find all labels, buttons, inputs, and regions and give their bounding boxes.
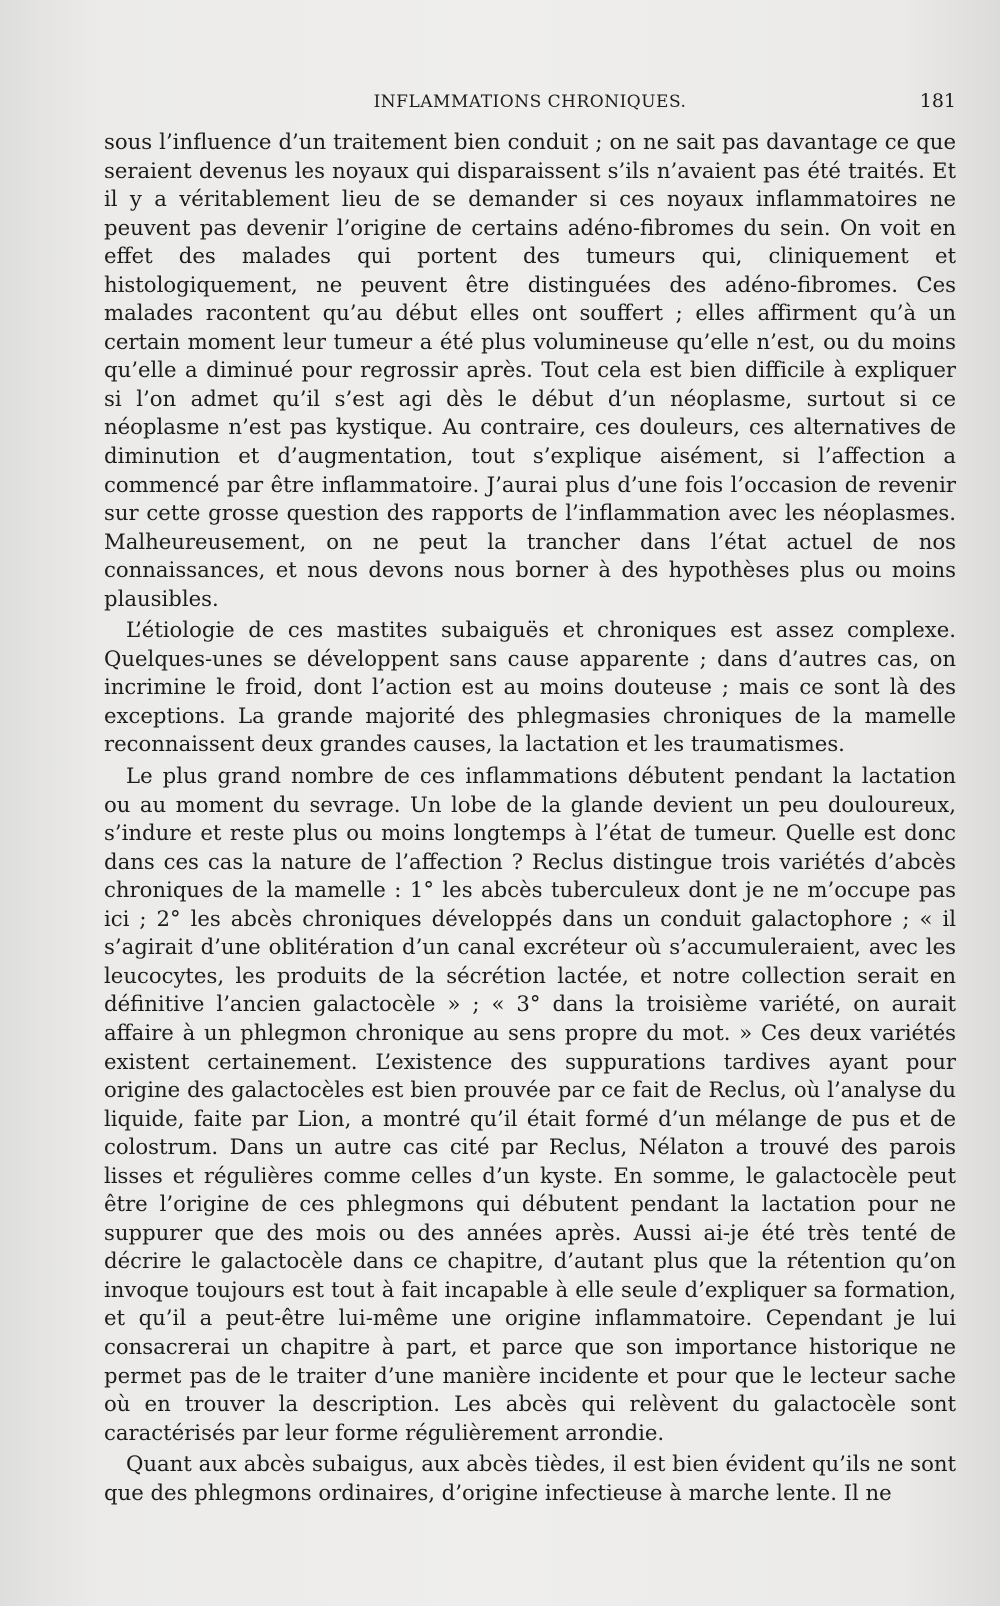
paragraph-lactation: Le plus grand nombre de ces inflammations débutent pendant la lactation ou au moment du sevrage. Un lobe de la glande devient un peu douloureux, s’indure et reste plus ou moins longtemps à l’état de tumeur. Quelle est donc dans ces cas la nature de l’affection ? Reclus distingue trois variétés d’abcès chroniques de la mamelle : 1° les abcès tuberculeux dont je ne m’occupe pas ici ; 2° les abcès chroniques développés dans un conduit galactophore ; « il s’agirait d’une oblitération d’un canal excréteur où s’accumuleraient, avec les leucocytes, les produits de la sécrétion lactée, et notre collection serait en définitive l’ancien galactocèle » ; « 3° dans la troisième variété, on aurait affaire à un phlegmon chronique au sens propre du mot. » Ces deux variétés existent certainement. L’existence des suppurations tardives ayant pour origine des galactocèles est bien prouvée par ce fait de Reclus, où l’analyse du liquide, faite par Lion, a montré qu’il était formé d’un mélange de pus et de colostrum. Dans un autre cas cité par Reclus, Nélaton a trouvé des parois lisses et régulières comme celles d’un kyste. En somme, le galactocèle peut être l’origine de ces phlegmons qui débutent pendant la lactation pour ne suppurer que des mois ou des années après. Aussi ai-je été très tenté de décrire le galactocèle dans ce chapitre, d’autant plus que la rétention qu’on invoque toujours est tout à fait incapable à elle seule d’expliquer sa formation, et qu’il a peut-être lui-même une origine inflammatoire. Cependant je lui consacrerai un chapitre à part, et parce que son importance historique ne permet pas de le traiter d’une manière incidente et pour que le lecteur sache où en trouver la description. Les abcès qui relèvent du galactocèle sont caractérisés par leur forme régulièrement arrondie. bbox=[104, 763, 956, 1445]
running-header bbox=[104, 90, 956, 118]
paragraph-etiologie: L’étiologie de ces mastites subaiguës et chroniques est assez complexe. Quelques-unes se développent sans cause apparente ; dans d’autres cas, on incrimine le froid, dont l’action est au moins douteuse ; mais ce sont là des exceptions. La grande majorité des phlegmasies chroniques de la mamelle reconnaissent deux grandes causes, la lactation et les traumatismes. bbox=[104, 617, 956, 757]
body-text bbox=[104, 128, 956, 1507]
paragraph-continuation: sous l’influence d’un traitement bien conduit ; on ne sait pas davantage ce que seraient devenus les noyaux qui disparaissent s’ils n’avaient pas été traités. Et il y a véritablement lieu de se demander si ces noyaux inflammatoires ne peuvent pas devenir l’origine de certains adéno-fibromes du sein. On voit en effet des malades qui portent des tumeurs qui, cliniquement et histologiquement, ne peuvent être distinguées des adéno-fibromes. Ces malades racontent qu’au début elles ont souffert ; elles affirment qu’à un certain moment leur tumeur a été plus volumineuse qu’elle n’est, ou du moins qu’elle a diminué pour regrossir après. Tout cela est bien difficile à expliquer si l’on admet qu’il s’est agi dès le début d’un néoplasme, surtout si ce néoplasme n’est pas kystique. Au contraire, ces douleurs, ces alternatives de diminution et d’augmentation, tout s’explique aisément, si l’affection a commencé par être inflammatoire. J’aurai plus d’une fois l’occasion de revenir sur cette grosse question des rapports de l’inflammation avec les néoplasmes. Malheureusement, on ne peut la trancher dans l’état actuel de nos connaissances, et nous devons nous borner à des hypothèses plus ou moins plausibles. bbox=[104, 129, 956, 611]
paragraph-abces-subaigus: Quant aux abcès subaigus, aux abcès tièdes, il est bien évident qu’ils ne sont que des phlegmons ordinaires, d’origine infectieuse à marche lente. Il ne bbox=[104, 1451, 956, 1505]
page-number: 181 bbox=[919, 90, 956, 112]
running-title: INFLAMMATIONS CHRONIQUES. bbox=[373, 92, 687, 112]
